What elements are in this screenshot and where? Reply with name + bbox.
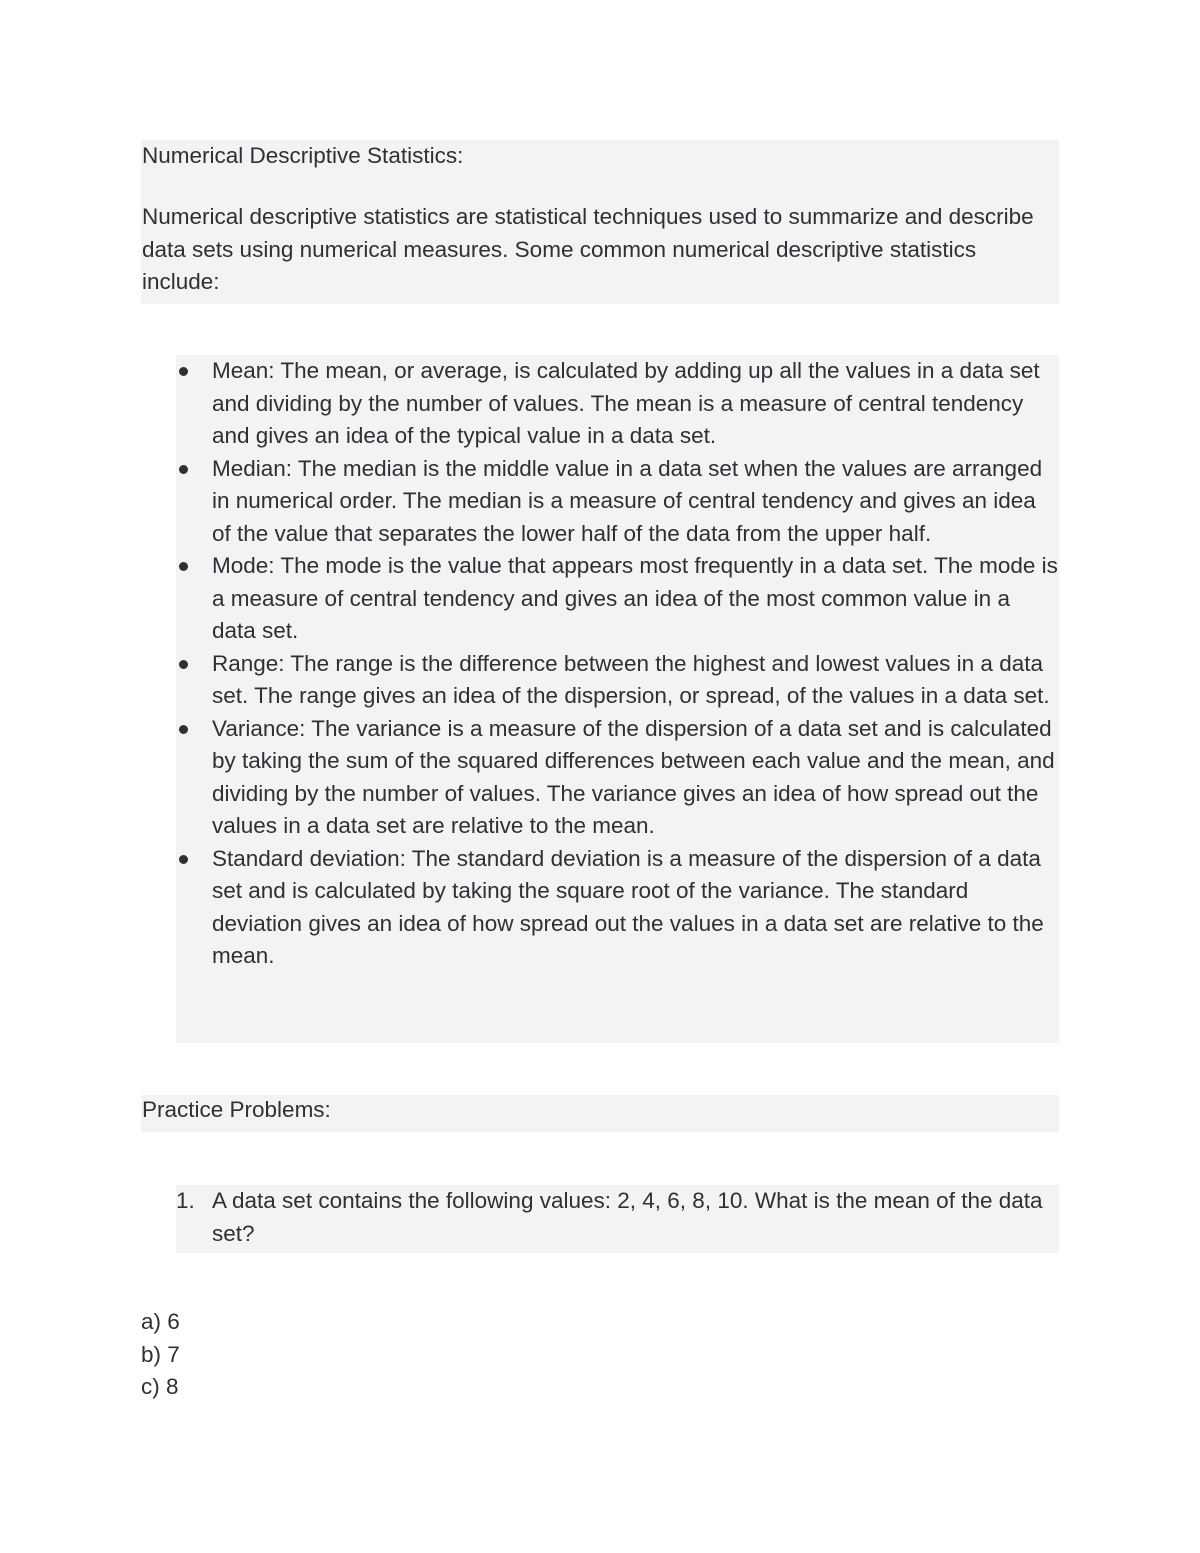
intro-section — [141, 140, 1059, 304]
bullet-icon — [179, 725, 188, 734]
problem-text: A data set contains the following values: 2, 4, 6, 8, 10. What is the mean of the data set? — [212, 1188, 1043, 1246]
list-item-mean — [176, 355, 1059, 453]
list-item-text: Standard deviation: The standard deviation is a measure of the dispersion of a data set and is calculated by taking the square root of the variance. The standard deviation gives an idea of how spread out the values in a data set are relative to the mean. — [212, 845, 1044, 968]
practice-heading-section — [141, 1095, 1059, 1132]
answer-choice-a: a) 6 — [141, 1309, 180, 1334]
list-item-text: Mode: The mode is the value that appears most frequently in a data set. The mode is a measure of central tendency and gives an idea of the most common value in a data set. — [212, 553, 1058, 643]
list-item-text: Mean: The mean, or average, is calculated by adding up all the values in a data set and dividing by the number of values. The mean is a measure of central tendency and gives an idea of the typical value in a data set. — [212, 358, 1040, 448]
list-item-range — [176, 648, 1059, 713]
intro-paragraph: Numerical descriptive statistics are statistical techniques used to summarize and describe data sets using numerical measures. Some common numerical descriptive statistics include: — [142, 204, 1034, 294]
list-item-text: Median: The median is the middle value in a data set when the values are arranged in numerical order. The median is a measure of central tendency and gives an idea of the value that separates the lower half of the data from the upper half. — [212, 455, 1043, 546]
problem-section — [176, 1185, 1059, 1253]
section-heading-numerical-descriptive-statistics: Numerical Descriptive Statistics: — [142, 143, 464, 168]
measures-list — [176, 355, 1059, 973]
bullet-icon — [179, 562, 188, 571]
bullet-icon — [179, 465, 188, 474]
list-item-mode — [176, 550, 1059, 648]
bullet-icon — [179, 367, 188, 376]
bullet-icon — [179, 855, 188, 864]
answer-choice-b: b) 7 — [141, 1341, 180, 1367]
problem-item — [176, 1185, 1059, 1250]
list-item-median — [176, 453, 1059, 551]
list-item-standard-deviation — [176, 843, 1059, 973]
list-item-variance — [176, 713, 1059, 843]
bullet-icon — [179, 660, 188, 669]
measures-section — [176, 355, 1059, 1043]
section-heading-practice-problems: Practice Problems: — [142, 1097, 331, 1122]
answer-choices — [141, 1306, 180, 1404]
list-item-text: Variance: The variance is a measure of the dispersion of a data set and is calculated by taking the sum of the squared differences between each value and the mean, and dividing by the number of values. The variance gives an idea of how spread out the values in a data set are relative to the mean. — [212, 715, 1055, 838]
list-item-text: Range: The range is the difference between the highest and lowest values in a data set. The range gives an idea of the dispersion, or spread, of the values in a data set. — [212, 650, 1050, 708]
answer-choice-c: c) 8 — [141, 1374, 179, 1399]
problem-number: 1. — [176, 1188, 195, 1213]
problem-list — [176, 1185, 1059, 1250]
